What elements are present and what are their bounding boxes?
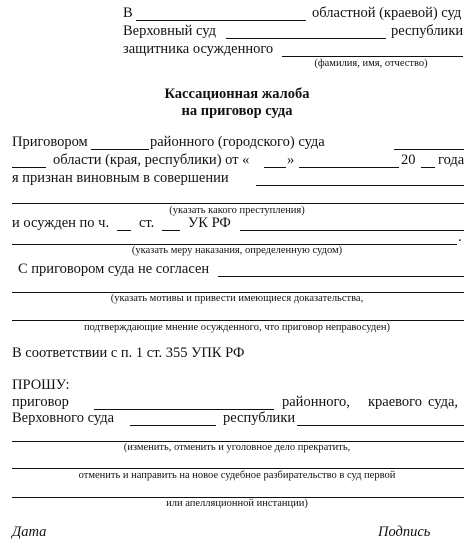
request-regional-label: краевого <box>368 394 422 410</box>
reasons-field-1[interactable] <box>218 276 464 277</box>
law-reference: В соответствии с п. 1 ст. 355 УПК РФ <box>12 345 245 361</box>
region-field[interactable] <box>12 167 46 168</box>
request-heading: ПРОШУ: <box>12 377 70 393</box>
decision-hint-2: отменить и направить на новое судебное разбирательство в суд первой <box>78 470 396 481</box>
district-court-name-field[interactable] <box>394 149 464 150</box>
sentence-period: . <box>458 229 462 245</box>
quote-close: » <box>287 152 295 168</box>
sentenced-part-label: и осужден по ч. <box>12 215 110 231</box>
region-label: области (края, республики) от « <box>53 152 250 168</box>
verdict-label: Приговором <box>12 134 88 150</box>
part-field[interactable] <box>117 230 131 231</box>
year-field[interactable] <box>421 167 435 168</box>
supreme-court-field[interactable] <box>226 38 386 39</box>
crime-hint: (указать какого преступления) <box>169 205 305 216</box>
article-field[interactable] <box>162 230 180 231</box>
request-republic-label: республики <box>223 410 296 426</box>
request-supreme-label: Верховного суда <box>12 410 115 426</box>
supreme-court-prefix: Верховный суд <box>123 23 216 39</box>
defender-name-hint: (фамилия, имя, отчество) <box>314 58 428 69</box>
court-address-line: В <box>123 5 133 21</box>
reasons-hint: (указать мотивы и привести имеющиеся доказательства, <box>110 293 364 304</box>
year-prefix: 20 <box>401 152 416 168</box>
year-label: года <box>438 152 465 168</box>
guilty-label: я признан виновным в совершении <box>12 170 229 186</box>
month-field[interactable] <box>299 167 399 168</box>
sentence-field-1[interactable] <box>240 230 464 231</box>
decision-field-2[interactable] <box>12 468 464 469</box>
day-field[interactable] <box>264 167 286 168</box>
district-court-label: районного (городского) суда <box>150 134 325 150</box>
reasons-field-3[interactable] <box>12 320 464 321</box>
request-verdict-label: приговор <box>12 394 69 410</box>
defender-label: защитника осужденного <box>123 41 274 57</box>
supreme-court-suffix: республики <box>391 23 464 39</box>
sentence-hint: (указать меру наказания, определенную судом) <box>131 245 343 256</box>
request-district-label: районного, <box>282 394 350 410</box>
crime-field-2[interactable] <box>12 203 464 204</box>
court-region-field[interactable] <box>136 20 306 21</box>
district-court-field[interactable] <box>91 149 149 150</box>
crime-field-1[interactable] <box>256 185 464 186</box>
signature-label: Подпись <box>378 524 431 540</box>
date-label: Дата <box>12 524 47 540</box>
reasons-hint-2: подтверждающие мнение осужденного, что приговор неправосуден) <box>83 322 391 333</box>
document-subtitle: на приговор суда <box>181 103 293 119</box>
request-court-word: суда, <box>428 394 459 410</box>
request-supreme-field[interactable] <box>130 425 216 426</box>
request-republic-field[interactable] <box>297 425 464 426</box>
article-label: ст. <box>139 215 155 231</box>
document-title: Кассационная жалоба <box>164 86 310 102</box>
defender-name-field[interactable] <box>282 56 463 57</box>
criminal-code-label: УК РФ <box>188 215 231 231</box>
disagree-label: С приговором суда не согласен <box>18 261 210 277</box>
decision-hint-3: или апелляционной инстанции) <box>166 498 308 509</box>
court-address-suffix: областной (краевой) суд <box>312 5 462 21</box>
decision-hint-1: (изменить, отменить и уголовное дело прекратить, <box>123 442 351 453</box>
